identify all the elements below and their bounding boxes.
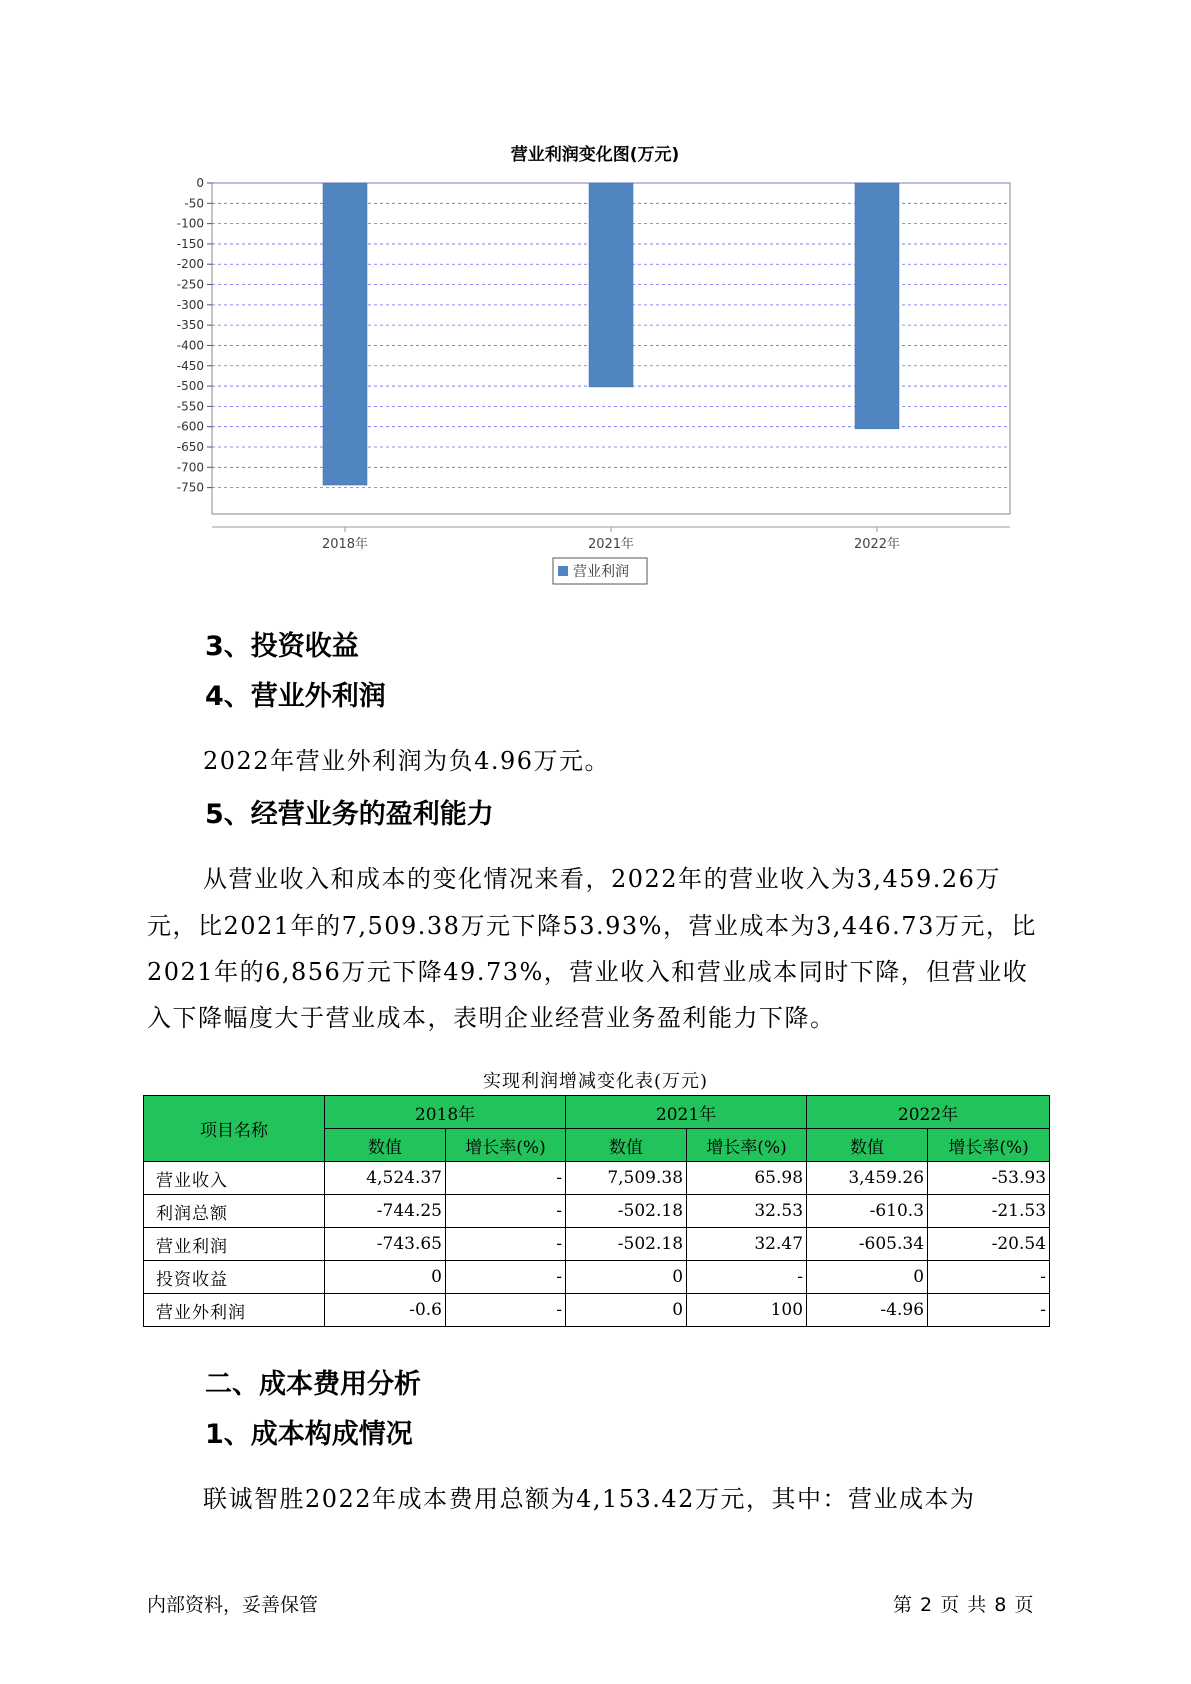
y-tick-label: -400 [176,338,204,353]
cell-growth-rate: -20.54 [928,1228,1050,1261]
heading-cost-analysis: 二、成本费用分析 [205,1369,421,1400]
footer-confidential: 内部资料，妥善保管 [147,1594,319,1616]
cell-growth-rate: - [928,1294,1050,1327]
y-tick-label: -200 [176,257,204,272]
y-tick-label: -650 [176,439,204,454]
row-item-name: 利润总额 [144,1195,325,1228]
row-item-name: 投资收益 [144,1261,325,1294]
row-item-name: 营业收入 [144,1162,325,1195]
cell-growth-rate: - [446,1294,566,1327]
cell-value: 7,509.38 [566,1162,687,1195]
cell-value: -610.3 [807,1195,928,1228]
header-rate: 增长率(%) [928,1129,1050,1162]
table-row [144,1294,1050,1327]
heading-investment-income: 3、投资收益 [205,631,359,662]
cell-value: 0 [566,1261,687,1294]
heading-non-operating-profit: 4、营业外利润 [205,681,386,712]
row-item-name: 营业利润 [144,1228,325,1261]
paragraph-non-operating: 2022年营业外利润为负4.96万元。 [203,747,611,775]
cell-growth-rate: - [446,1195,566,1228]
cell-value: -605.34 [807,1228,928,1261]
paragraph-profitability-line3: 2021年的6,856万元下降49.73%，营业收入和营业成本同时下降，但营业收 [147,958,1029,986]
x-tick-label: 2022年 [853,537,901,552]
y-tick-label: -550 [176,399,204,414]
header-item-name: 项目名称 [144,1096,325,1162]
cell-value: 4,524.37 [325,1162,446,1195]
header-value: 数值 [807,1129,928,1162]
footer-page-number: 第 2 页 共 8 页 [893,1594,1035,1616]
paragraph-profitability-line4: 入下降幅度大于营业成本，表明企业经营业务盈利能力下降。 [147,1004,836,1032]
cell-growth-rate: - [446,1228,566,1261]
x-tick-label: 2018年 [321,537,369,552]
operating-profit-chart [0,0,1191,600]
header-rate: 增长率(%) [687,1129,807,1162]
heading-cost-structure: 1、成本构成情况 [205,1419,413,1450]
y-tick-label: -300 [176,297,204,312]
y-tick-label: -100 [176,216,204,231]
table-row [144,1162,1050,1195]
row-item-name: 营业外利润 [144,1294,325,1327]
table-row [144,1261,1050,1294]
y-tick-label: -750 [176,480,204,495]
cell-growth-rate: - [446,1261,566,1294]
cell-value: -0.6 [325,1294,446,1327]
cell-value: -502.18 [566,1195,687,1228]
cell-value: 0 [566,1294,687,1327]
bar-1 [589,183,633,387]
table-row [144,1228,1050,1261]
paragraph-cost-structure: 联诚智胜2022年成本费用总额为4,153.42万元，其中：营业成本为 [203,1485,976,1513]
bar-0 [323,183,367,485]
profit-change-table [143,1095,1050,1327]
y-tick-label: -500 [176,379,204,394]
cell-growth-rate: 32.53 [687,1195,807,1228]
legend-swatch [558,566,568,576]
legend-label: 营业利润 [573,564,629,580]
y-tick-label: -450 [176,358,204,373]
cell-value: 0 [325,1261,446,1294]
y-tick-label: 0 [196,176,204,190]
y-tick-label: -50 [184,196,204,211]
chart-title: 营业利润变化图(万元) [510,145,680,165]
header-rate: 增长率(%) [446,1129,566,1162]
chart-svg [0,0,1191,600]
header-year-2018: 2018年 [325,1096,566,1129]
cell-growth-rate: 65.98 [687,1162,807,1195]
cell-value: 0 [807,1261,928,1294]
cell-growth-rate: - [928,1261,1050,1294]
y-tick-label: -350 [176,318,204,333]
heading-profitability: 5、经营业务的盈利能力 [205,799,494,830]
header-year-2022: 2022年 [807,1096,1050,1129]
cell-value: -743.65 [325,1228,446,1261]
header-value: 数值 [566,1129,687,1162]
paragraph-profitability-line1: 从营业收入和成本的变化情况来看，2022年的营业收入为3,459.26万 [203,865,1001,893]
cell-growth-rate: - [446,1162,566,1195]
cell-value: -4.96 [807,1294,928,1327]
cell-growth-rate: -53.93 [928,1162,1050,1195]
cell-value: -744.25 [325,1195,446,1228]
y-tick-label: -600 [176,419,204,434]
table-row [144,1195,1050,1228]
cell-growth-rate: 100 [687,1294,807,1327]
paragraph-profitability-line2: 元，比2021年的7,509.38万元下降53.93%，营业成本为3,446.73万元，比 [147,912,1037,940]
cell-growth-rate: - [687,1261,807,1294]
x-tick-label: 2021年 [587,537,635,552]
cell-growth-rate: 32.47 [687,1228,807,1261]
table-caption: 实现利润增减变化表(万元) [482,1071,709,1092]
cell-value: 3,459.26 [807,1162,928,1195]
header-value: 数值 [325,1129,446,1162]
cell-value: -502.18 [566,1228,687,1261]
y-tick-label: -700 [176,460,204,475]
y-tick-label: -150 [176,236,204,251]
y-tick-label: -250 [176,277,204,292]
bar-2 [855,183,899,429]
header-year-2021: 2021年 [566,1096,807,1129]
cell-growth-rate: -21.53 [928,1195,1050,1228]
